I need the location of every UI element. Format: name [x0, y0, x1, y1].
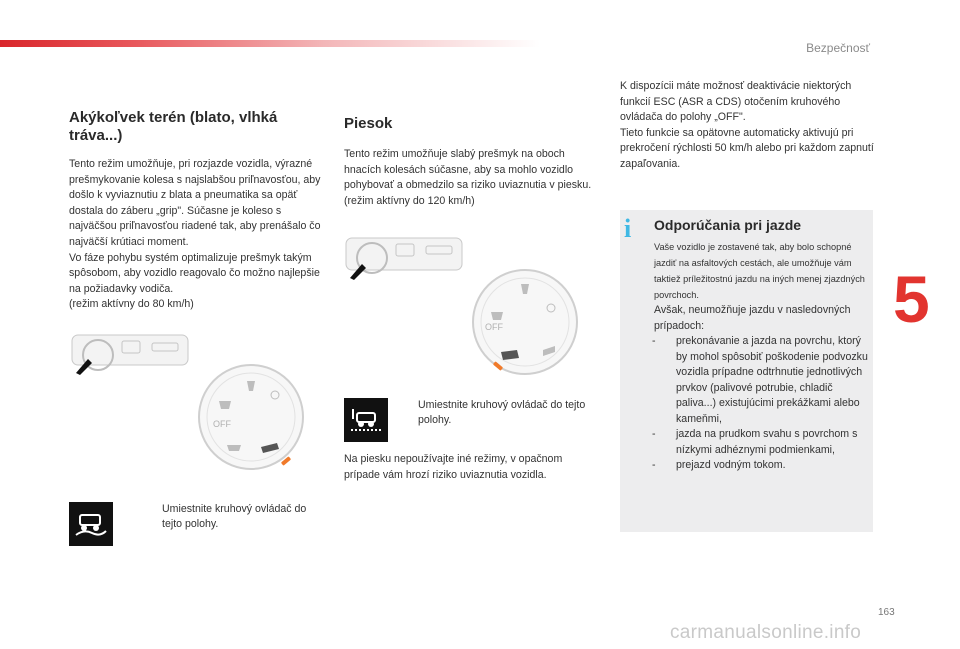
- dashboard-illustration-sand: [344, 236, 464, 282]
- sand-warning: Na piesku nepoužívajte iné režimy, v opačnom prípade vám hrozí riziko uviaznutia vozidla.: [344, 453, 563, 481]
- mud-mode-icon: [69, 502, 113, 546]
- sand-body: Tento režim umožňuje slabý prešmyk na oboch hnacích kolesách súčasne, aby sa mohlo vozidlo pohybovať a obmedzilo sa riziko uviaznutia v piesku. (režim aktívny do 120 km/h): [344, 148, 592, 207]
- advice-list: [652, 334, 870, 474]
- all-terrain-title: Akýkoľvek terén (blato, vlhká tráva...): [69, 109, 278, 144]
- mode-dial-mud: [197, 363, 305, 471]
- list-item: [652, 427, 870, 458]
- advice-intro: Vaše vozidlo je zostavené tak, aby bolo schopné jazdiť na asfaltových cestách, ale umožňuje vám taktiež príležitostnú jazdu na iných menej zjazdných povrchoch.: [654, 242, 865, 300]
- sand-step-text: Umiestnite kruhový ovládač do tejto polohy.: [418, 399, 586, 426]
- all-terrain-step-text: Umiestnite kruhový ovládač do tejto polohy.: [162, 503, 307, 530]
- mode-dial-sand: [471, 268, 579, 376]
- list-item-text: prekonávanie a jazda na povrchu, ktorý by mohol spôsobiť poškodenie podvozku vozidla prípadne odtrhnutie jednotlivých prvkov (palivové potrubie, chladič paliva...) existujúcimi prekážkami alebo kameňmi,: [676, 335, 868, 425]
- advice-title: Odporúčania pri jazde: [654, 217, 802, 233]
- step-bullet-sand: [400, 398, 418, 428]
- dial-off-label: OFF: [213, 419, 231, 429]
- column-esc-info: [620, 79, 880, 173]
- sand-step: [344, 398, 592, 442]
- chapter-number: 5: [893, 262, 930, 336]
- driving-advice-box: [620, 210, 873, 532]
- page-number: 163: [878, 607, 895, 618]
- info-icon: i: [624, 214, 632, 243]
- sand-mode-icon: [344, 398, 388, 442]
- list-dash: -: [652, 335, 656, 347]
- list-item-text: jazda na prudkom svahu s povrchom s nízkymi adhéznymi podmienkami,: [676, 428, 858, 456]
- list-item: [652, 334, 870, 427]
- column-all-terrain: [69, 109, 321, 313]
- step-bullet: [144, 502, 162, 532]
- section-title: Bezpečnosť: [806, 41, 870, 55]
- all-terrain-body: Tento režim umožňuje, pri rozjazde vozidla, výrazné prešmykovanie kolesa s najslabšou priľnavosťou, aby došlo k vyviaznutiu z blata a pneumatika sa opäť dostala do záberu „grip". Súčasne je koleso s najväčšou priľnavosťou riadené tak, aby prenášalo čo najväčší krútiaci moment. Vo fáze pohybu systém optimalizuje prešmyk takým spôsobom, aby vozidlo reagovalo čo možno najlepšie na požiadavky vodiča. (režim aktívny do 80 km/h): [69, 158, 321, 311]
- list-dash: -: [652, 459, 656, 471]
- dial-off-label-sand: OFF: [485, 322, 503, 332]
- list-dash: -: [652, 428, 656, 440]
- all-terrain-step: [69, 502, 314, 546]
- list-item-text: prejazd vodným tokom.: [676, 459, 786, 471]
- column-sand: [344, 109, 596, 209]
- header-accent-bar: [0, 40, 540, 47]
- advice-subtitle: Avšak, neumožňuje jazdu v nasledovných prípadoch:: [654, 304, 851, 332]
- sand-title: Piesok: [344, 115, 393, 132]
- watermark: carmanualsonline.info: [670, 622, 862, 643]
- esc-deactivation-text: K dispozícii máte možnosť deaktivácie niektorých funkcií ESC (ASR a CDS) otočením kruhového ovládača do polohy „OFF". Tieto funkcie sa opätovne automaticky aktivujú pri prekročení rýchlosti 50 km/h alebo pri každom zapnutí zapaľovania.: [620, 80, 874, 170]
- dashboard-illustration: [70, 333, 190, 377]
- list-item: [652, 458, 870, 474]
